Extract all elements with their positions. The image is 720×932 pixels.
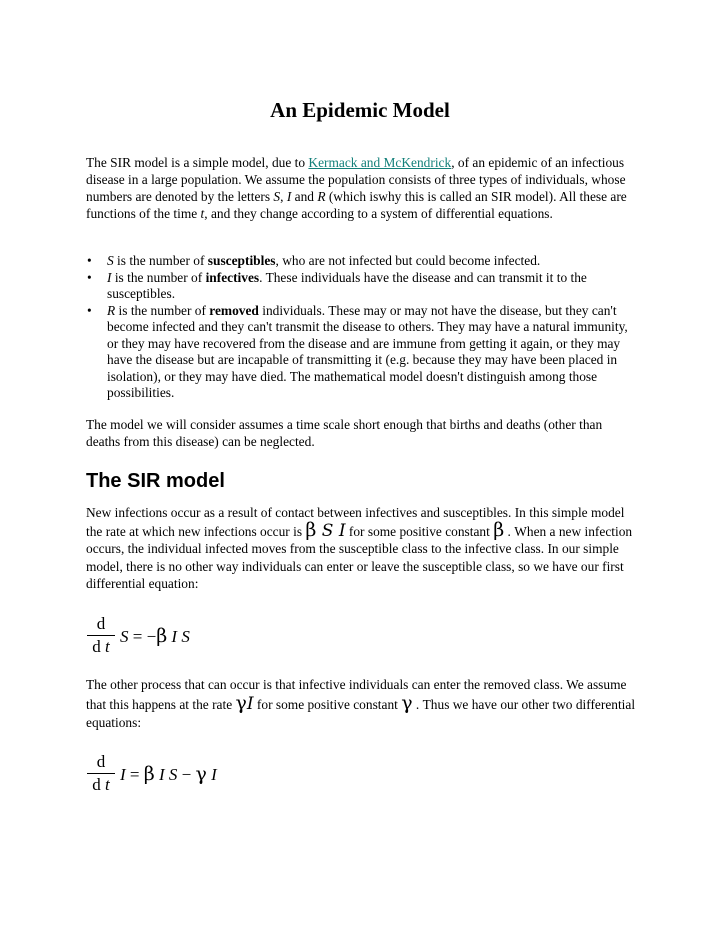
gamma-symbol: γ xyxy=(401,692,413,714)
beta-symbol: β xyxy=(493,518,505,541)
time-scale-paragraph: The model we will consider assumes a time scale short enough that births and deaths (other than deaths from this disease) can be neglected. xyxy=(86,417,603,449)
eq-sign: = − xyxy=(128,627,157,646)
den-d: d xyxy=(92,775,101,794)
eq-rhs: I S xyxy=(167,627,190,646)
den-t: t xyxy=(105,775,110,794)
sir-text-3: . When a new infection occurs, the individual infected moves from the susceptible class to the infective class. In our simple model, there is no other way individuals can enter or leave the susceptible class, so we have our first differential equation: xyxy=(86,523,633,591)
i-term: I xyxy=(246,694,254,714)
eq-minus: − xyxy=(177,765,196,784)
den-t: t xyxy=(105,637,110,656)
bullet-term: susceptibles xyxy=(207,253,276,268)
intro-and: and xyxy=(291,189,318,204)
var-i: I xyxy=(286,189,292,204)
bullet-term: infectives xyxy=(205,269,260,285)
fraction-bar xyxy=(87,773,115,774)
list-item xyxy=(86,253,638,270)
list-item xyxy=(86,303,638,402)
sir-text-2: for some positive constant xyxy=(345,523,494,539)
intro-paragraph xyxy=(86,154,638,222)
removed-text-2: for some positive constant xyxy=(253,697,402,712)
bullet-icon: • xyxy=(87,269,92,285)
sir-paragraph xyxy=(86,504,638,593)
var-r: R xyxy=(317,189,326,204)
beta-symbol: β xyxy=(156,625,168,647)
list-item xyxy=(86,270,638,303)
eq-mid: I S xyxy=(154,765,178,784)
equation-body xyxy=(120,763,217,785)
derivative-fraction xyxy=(86,752,116,795)
gamma-symbol: γ xyxy=(195,763,207,785)
intro-text-4: , and they change according to a system of differential equations. xyxy=(204,206,553,221)
section-heading: The SIR model xyxy=(86,470,225,492)
fraction-numerator: d xyxy=(96,614,106,633)
bullet-var: I xyxy=(107,269,112,285)
gamma-symbol: γ xyxy=(235,692,247,714)
bullet-text: is the number of xyxy=(113,253,208,268)
bullet-term: removed xyxy=(209,302,259,318)
eq-rhs: I xyxy=(206,765,217,784)
var-t: t xyxy=(200,206,205,221)
eq-lhs: S xyxy=(120,627,129,646)
bullet-text: , who are not infected but could become infected. xyxy=(275,253,541,268)
intro-text-2: , of an epidemic of an infectious disease in a large population. We assume the population consists of three types of individuals, whose numbers are denoted by the letters xyxy=(86,155,626,204)
bullet-text: is the number of xyxy=(111,269,206,285)
equation-body xyxy=(120,625,190,647)
removed-paragraph xyxy=(86,676,638,732)
beta-symbol: β xyxy=(143,763,155,785)
intro-comma: , xyxy=(280,189,287,204)
bullet-text: . These individuals have the disease and can transmit it to the susceptibles. xyxy=(107,269,587,301)
bullet-list xyxy=(86,253,638,402)
beta-symbol: β xyxy=(305,518,317,541)
bullet-icon: • xyxy=(87,302,92,318)
fraction-denominator xyxy=(86,637,116,657)
den-d: d xyxy=(92,637,101,656)
bullet-var: S xyxy=(107,253,114,268)
var-s: S xyxy=(273,189,281,204)
kermack-mckendrick-link[interactable]: Kermack and McKendrick xyxy=(308,155,452,170)
fraction-numerator: d xyxy=(96,752,106,771)
fraction-bar xyxy=(87,635,115,636)
fraction-denominator xyxy=(86,775,116,795)
bullet-text: is the number of xyxy=(115,302,210,318)
bullet-text: individuals. These may or may not have the disease, but they can't become infected and they can't transmit the disease to others. They may have a natural immunity, or they may have recovered from the disease and are immune from getting it again, or they may have the disease but are incapable of transmitting it (e.g. because they may have been placed in isolation), or they may have died. The mathematical model doesn't distinguish among those possibilities. xyxy=(107,302,628,400)
page-title: An Epidemic Model xyxy=(270,98,450,122)
eq-lhs: I xyxy=(120,765,126,784)
derivative-fraction xyxy=(86,614,116,657)
removed-text-3: . Thus we have our other two differential equations: xyxy=(86,697,636,730)
bullet-icon: • xyxy=(87,253,92,268)
removed-text-1: The other process that can occur is that infective individuals can enter the removed class. We assume that this happens at the rate xyxy=(86,677,627,712)
sir-text-1: New infections occur as a result of contact between infectives and susceptibles. In this simple model the rate at which new infections occur is xyxy=(86,505,625,539)
si-term: S I xyxy=(316,520,346,541)
intro-text-1: The SIR model is a simple model, due to xyxy=(86,155,309,170)
bullet-var: R xyxy=(107,302,116,318)
intro-text-3: (which iswhy this is called an SIR model). All these are functions of the time xyxy=(86,189,627,221)
eq-sign: = xyxy=(125,765,144,784)
